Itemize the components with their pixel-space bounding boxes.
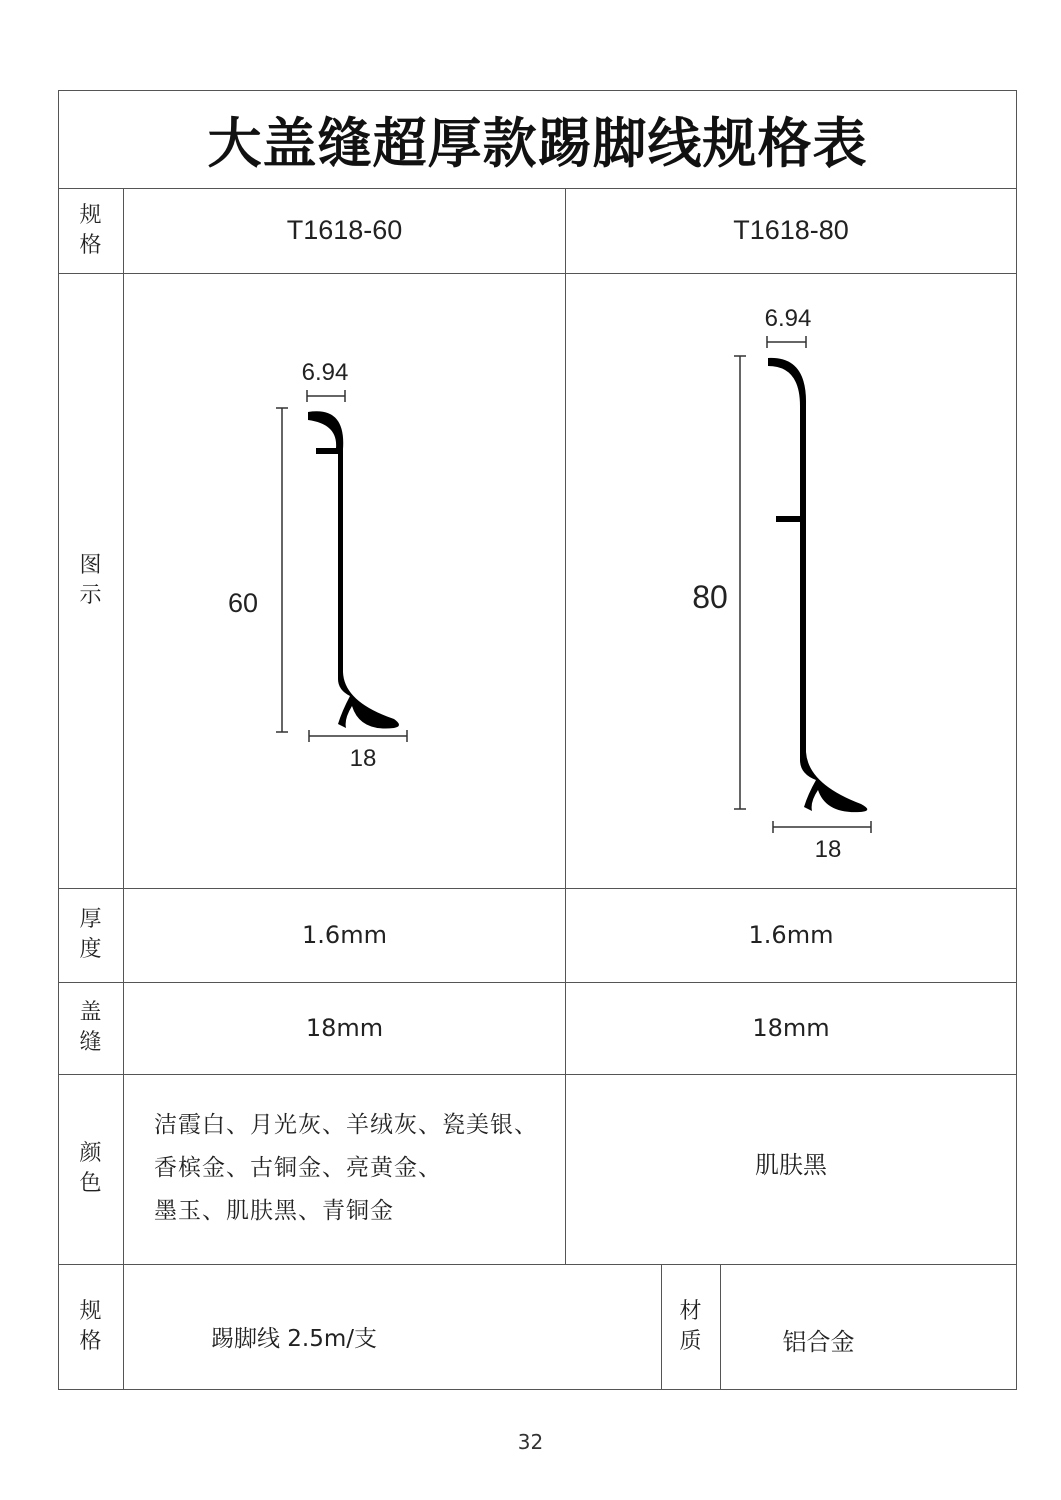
row-label-diagram: 图示 — [79, 552, 102, 608]
row-label-color: 颜色 — [79, 1141, 102, 1196]
page-number: 32 — [517, 1430, 544, 1454]
dim-bottom-80: 18 — [814, 836, 842, 863]
thickness-60: 1.6mm — [302, 921, 387, 949]
dim-height-60: 60 — [227, 588, 259, 618]
material-value: 铝合金 — [782, 1327, 855, 1356]
page-title: 大盖缝超厚款踢脚线规格表 — [207, 111, 868, 175]
profile-diagram-60 — [124, 274, 565, 888]
dim-top-60: 6.94 — [301, 359, 349, 386]
model-name-60: T1618-60 — [286, 215, 403, 245]
cover-60: 18mm — [305, 1014, 384, 1042]
row-label-spec: 规格 — [79, 202, 102, 258]
profile-diagram-80 — [566, 274, 1016, 888]
row-label-cover: 盖缝 — [79, 1000, 102, 1055]
dim-top-80: 6.94 — [764, 305, 812, 332]
thickness-80: 1.6mm — [748, 921, 834, 949]
colors-list-60 — [154, 1104, 564, 1233]
dim-height-80: 80 — [692, 579, 728, 615]
row-label-spec-bottom: 规格 — [79, 1298, 102, 1354]
model-name-80: T1618-80 — [733, 215, 849, 245]
spec-value: 踢脚线 2.5m/支 — [210, 1326, 378, 1352]
cover-80: 18mm — [752, 1014, 830, 1042]
row-label-thickness: 厚度 — [79, 907, 102, 962]
row-label-material: 材质 — [679, 1298, 702, 1354]
dim-bottom-60: 18 — [349, 745, 377, 772]
colors-line-2: 香槟金、古铜金、亮黄金、 — [154, 1155, 442, 1181]
colors-line-3: 墨玉、肌肤黑、青铜金 — [154, 1198, 394, 1224]
colors-80: 肌肤黑 — [755, 1150, 827, 1179]
colors-line-1: 洁霞白、月光灰、羊绒灰、瓷美银、 — [154, 1112, 538, 1138]
